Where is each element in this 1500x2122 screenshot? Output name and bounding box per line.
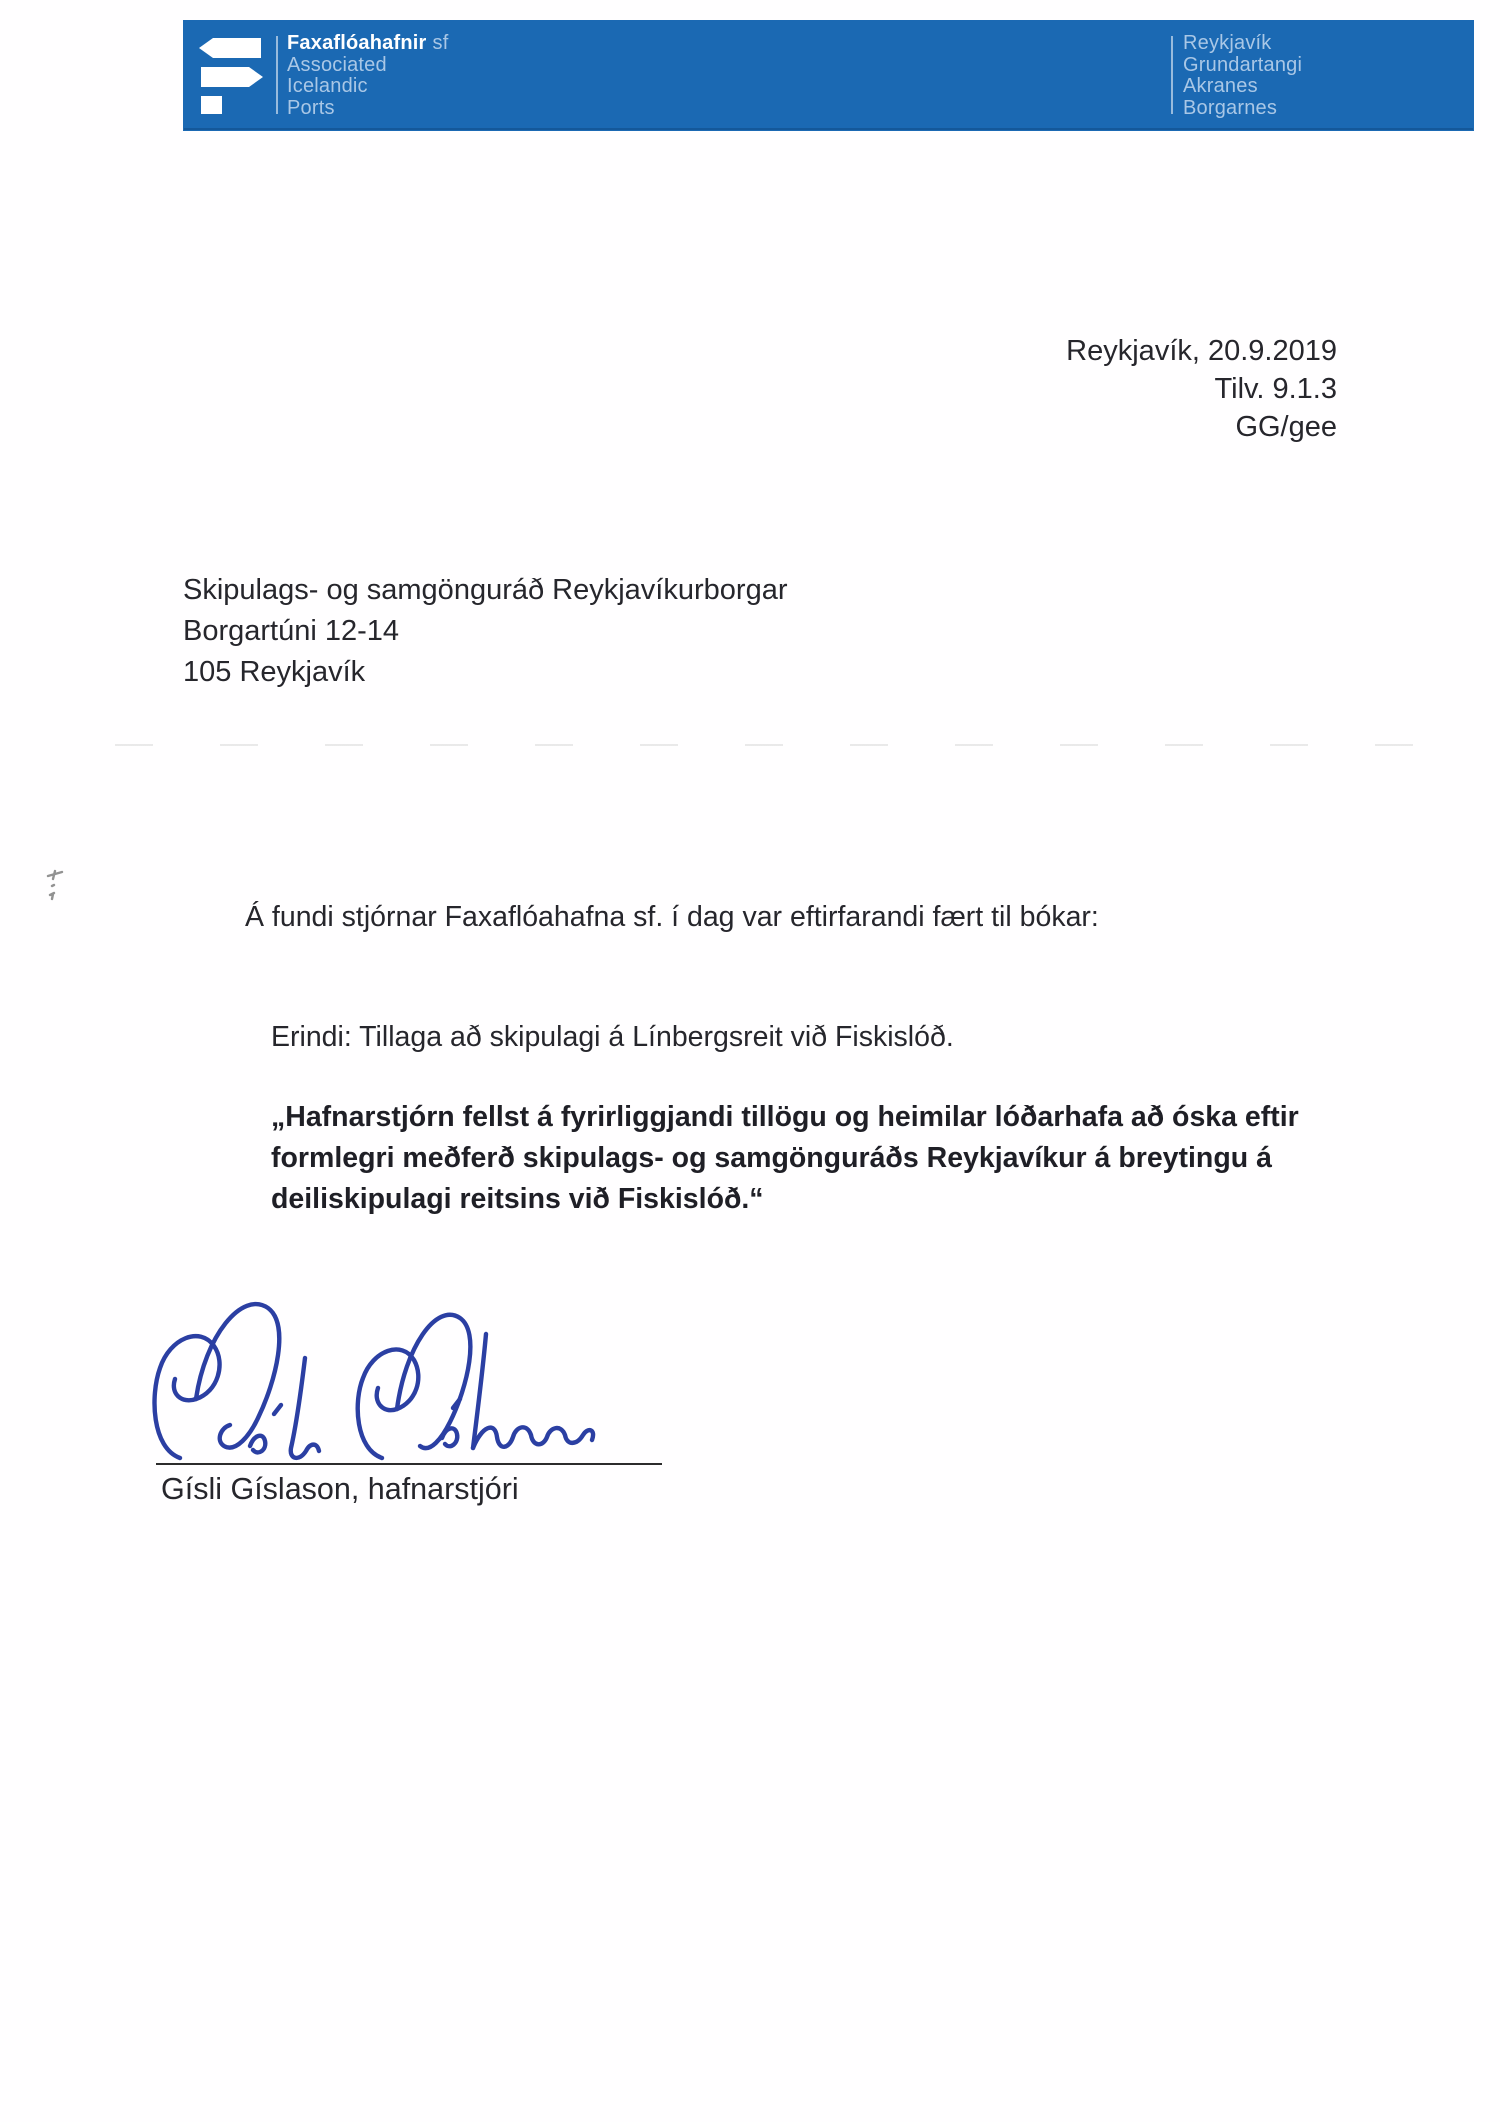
org-subtitle-line: Icelandic (287, 75, 368, 97)
port-locations-list (1183, 33, 1302, 119)
letter-meta-block (1066, 332, 1337, 446)
org-subtitle-line: Ports (287, 96, 335, 119)
port-location: Borgarnes (1183, 96, 1278, 119)
recipient-street: Borgartúni 12-14 (183, 615, 400, 647)
margin-smudge-mark (42, 862, 72, 906)
recipient-address (183, 570, 787, 693)
recipient-city: 105 Reykjavík (183, 656, 366, 688)
resolution-paragraph (271, 1097, 1321, 1220)
recipient-name: Skipulags- og samgönguráð Reykjavíkurborgar (183, 574, 788, 606)
handwritten-signature (150, 1296, 600, 1476)
scan-artifact-line (115, 744, 1415, 746)
body-subject-line: Erindi: Tillaga að skipulagi á Línbergsreit við Fiskislóð. (271, 1021, 954, 1053)
port-location: Akranes (1183, 75, 1258, 97)
port-location: Grundartangi (1183, 53, 1303, 76)
org-name: Faxaflóahafnir (287, 32, 427, 54)
signature-underline (156, 1463, 662, 1465)
ports-logo-icon (197, 36, 267, 116)
resolution-line: „Hafnarstjórn fellst á fyrirliggjandi tillögu og heimilar lóðarhafa að óska eftir (271, 1101, 1299, 1133)
banner-divider-right (1171, 36, 1173, 114)
initials-line: GG/gee (1235, 411, 1337, 443)
resolution-line: formlegri meðferð skipulags- og samgönguráðs Reykjavíkur á breytingu á (271, 1142, 1272, 1174)
letterhead-banner (184, 21, 1473, 130)
org-subtitle-line: Associated (287, 53, 387, 76)
date-line: Reykjavík, 20.9.2019 (1066, 335, 1337, 367)
resolution-line: deiliskipulagi reitsins við Fiskislóð.“ (271, 1183, 764, 1215)
banner-divider-left (276, 36, 278, 114)
org-title-block (287, 33, 448, 119)
reference-line: Tilv. 9.1.3 (1214, 373, 1337, 405)
port-location: Reykjavík (1183, 32, 1272, 54)
signer-name-line: Gísli Gíslason, hafnarstjóri (161, 1472, 519, 1506)
org-suffix: sf (432, 32, 449, 54)
body-intro-line: Á fundi stjórnar Faxaflóahafna sf. í dag var eftirfarandi fært til bókar: (245, 901, 1099, 933)
org-name-line (287, 33, 448, 55)
